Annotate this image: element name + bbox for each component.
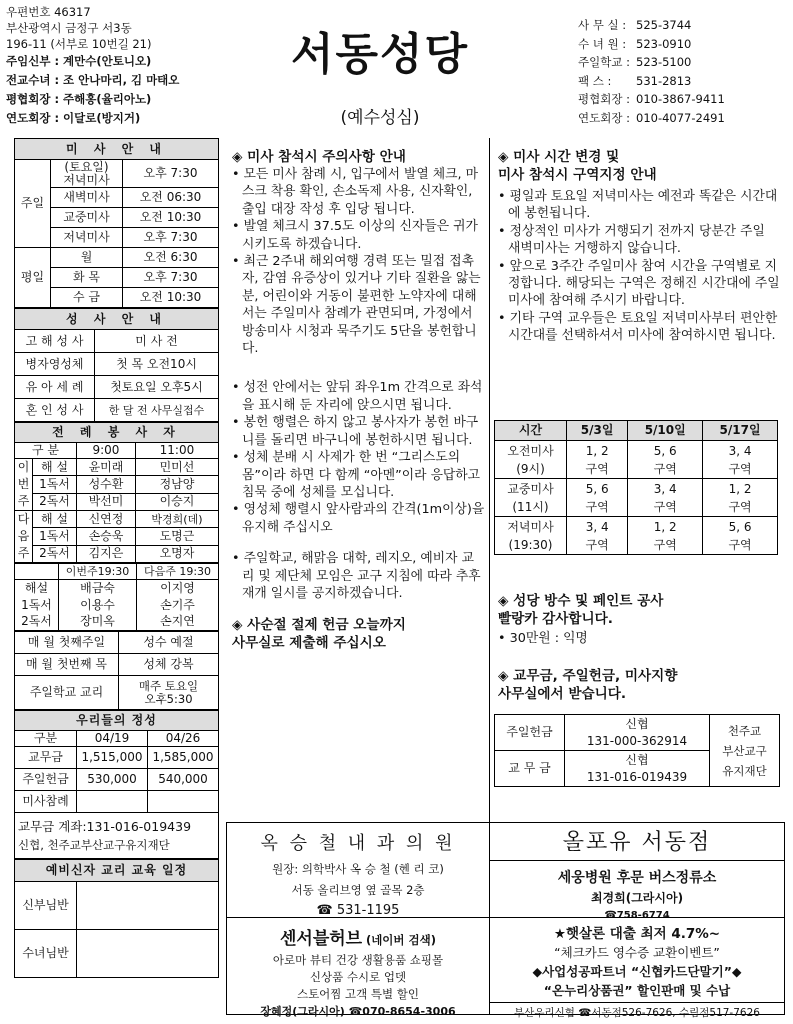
mass-name: 교중미사 bbox=[51, 208, 123, 228]
this-week-label: 이 번 주 bbox=[15, 459, 33, 511]
minister: 민미선 bbox=[135, 459, 218, 476]
herb-line: 아로마 뷰티 건강 생활용품 쇼핑몰 bbox=[272, 953, 444, 967]
sacrament-name: 유 아 세 례 bbox=[15, 376, 95, 399]
offering-head: 04/26 bbox=[148, 731, 219, 747]
col2-lower bbox=[498, 592, 780, 703]
staff-line: 전교수녀 : 조 안나마리, 김 마태오 bbox=[6, 73, 180, 87]
minister: 이지영 bbox=[137, 580, 219, 597]
next-week-label: 다 음 주 bbox=[15, 511, 33, 563]
mass-title: 미 사 안 내 bbox=[15, 139, 219, 160]
monthly-value: 매주 토요일 오후5:30 bbox=[119, 676, 219, 710]
zone-schedule bbox=[494, 420, 778, 555]
catechumen-table bbox=[14, 859, 219, 978]
sinhyup-line: ★햇살론 대출 최저 4.7%~ bbox=[553, 926, 721, 942]
zone-time: 교중미사 (11시) bbox=[495, 479, 567, 517]
clinic-address: 서동 올리브영 옆 골목 2층 bbox=[291, 883, 425, 897]
sinhyup-contact: 부산우리신협 ☎서동점526-7626, 수림점517-7626 bbox=[490, 1002, 784, 1020]
monthly-value: 성수 예절 bbox=[119, 632, 219, 654]
ministry-head: 11:00 bbox=[135, 443, 218, 459]
sacrament-table bbox=[14, 308, 219, 422]
address-line: 우편번호 46317 bbox=[6, 5, 91, 19]
offering-head: 04/19 bbox=[77, 731, 148, 747]
contact-value: 010-3867-9411 bbox=[636, 92, 725, 107]
zone-head: 5/17일 bbox=[703, 421, 778, 441]
notice-item: • 성전 안에서는 앞뒤 좌우1m 간격으로 좌석을 표시해 둔 자리에 앉으시면 됩니다. bbox=[232, 380, 483, 413]
contact-label: 사 무 실 : bbox=[578, 18, 627, 32]
offering-amount: 1,515,000 bbox=[77, 747, 148, 769]
monthly-value: 성체 강복 bbox=[119, 654, 219, 676]
account-box bbox=[494, 714, 780, 787]
contact-label: 수 녀 원 : bbox=[578, 36, 627, 51]
clinic-director: 원장: 의학박사 옥 승 철 (헨 리 코) bbox=[272, 862, 444, 876]
contact-value: 531-2813 bbox=[636, 73, 692, 88]
contact-value: 525-3744 bbox=[636, 18, 692, 32]
offering-amount bbox=[148, 791, 219, 813]
col1 bbox=[232, 148, 486, 652]
notice-item: • 기타 구역 교우들은 토요일 저녁미사부터 편안한 시간대를 선택하셔서 미사에 참여하시면 됩니다. bbox=[498, 310, 778, 344]
col2 bbox=[498, 148, 780, 345]
sacrament-title: 성 사 안 내 bbox=[15, 309, 219, 330]
minister: 손승욱 bbox=[77, 528, 136, 545]
notice-item: • 모든 미사 참례 시, 입구에서 발열 체크, 마스크 착용 확인, 손소독제 사용, 신자확인, 출입 대장 작성 후 입당 됩니다. bbox=[232, 167, 479, 217]
account-line: 교무금 계좌:131-016-019439 bbox=[18, 819, 192, 834]
ministry-table bbox=[14, 422, 219, 563]
sinhyup-line: “온누리상품권” 할인판매 및 수납 bbox=[543, 983, 731, 998]
minister: 박선미 bbox=[77, 493, 136, 510]
catechumen-title: 예비신자 교리 교육 일정 bbox=[15, 860, 219, 882]
evening-head: 이번주19:30 bbox=[59, 564, 137, 580]
account-no: 131-016-019439 bbox=[586, 769, 688, 784]
zone-cell: 3, 4 구역 bbox=[567, 517, 628, 555]
office-heading: ◈ 교무금, 주일헌금, 미사지향 사무실에서 받습니다. bbox=[498, 668, 678, 703]
sidebar bbox=[14, 138, 219, 978]
mass-name: 수 금 bbox=[51, 288, 123, 308]
offering-amount: 1,585,000 bbox=[148, 747, 219, 769]
offering-name: 교무금 bbox=[15, 747, 77, 769]
olpo-phone: ☎758-6774 bbox=[604, 910, 670, 921]
sacrament-name: 혼 인 성 사 bbox=[15, 399, 95, 422]
contact-value: 523-0910 bbox=[636, 36, 692, 51]
address-line: 196-11 (서부로 10번길 21) bbox=[6, 37, 152, 51]
mass-time: 오전 10:30 bbox=[123, 208, 219, 228]
olpo-location: 세웅병원 후문 버스정류소 bbox=[557, 870, 717, 886]
zone-cell: 5, 6 구역 bbox=[628, 441, 703, 479]
evening-head: 다음주 19:30 bbox=[137, 564, 219, 580]
staff-line: 주임신부 : 계만수(안토니오) bbox=[6, 54, 152, 68]
class-name: 신부님반 bbox=[15, 882, 77, 930]
address-line: 부산광역시 금정구 서3동 bbox=[6, 21, 132, 35]
col1-heading: ◈ 미사 참석시 주의사항 안내 bbox=[232, 149, 406, 165]
olpo-ad bbox=[489, 822, 785, 921]
contact-label: 평협회장 : bbox=[578, 92, 630, 107]
ministry-head: 구 분 bbox=[15, 443, 77, 459]
monthly-table bbox=[14, 631, 219, 710]
contact-label: 주일학교 : bbox=[578, 55, 630, 70]
minister: 도명근 bbox=[135, 528, 218, 545]
parish-info bbox=[6, 4, 242, 128]
sinhyup-line: “체크카드 영수증 교환이벤트” bbox=[554, 945, 720, 960]
zone-head: 시간 bbox=[495, 421, 567, 441]
staff-line: 연도회장 : 이달로(방지거) bbox=[6, 111, 141, 125]
mass-time: 오전 6:30 bbox=[123, 248, 219, 268]
notice-item: • 앞으로 3주간 주일미사 참여 시간을 구역별로 지정합니다. 해당되는 구역은 정해진 시간대에 주일미사에 참여해 주시기 바랍니다. bbox=[498, 258, 780, 309]
mass-time: 오후 7:30 bbox=[123, 268, 219, 288]
sacrament-time: 미 사 전 bbox=[95, 330, 219, 353]
zone-head: 5/3일 bbox=[567, 421, 628, 441]
mass-name: 새벽미사 bbox=[51, 188, 123, 208]
notice-item: • 발열 체크시 37.5도 이상의 신자들은 귀가 시키도록 하겠습니다. bbox=[232, 219, 478, 252]
zone-cell: 3, 4 구역 bbox=[628, 479, 703, 517]
zone-cell: 5, 6 구역 bbox=[567, 479, 628, 517]
parish-subtitle: (예수성심) bbox=[340, 108, 420, 128]
offering-amount: 540,000 bbox=[148, 769, 219, 791]
mass-table bbox=[14, 138, 219, 308]
herb-contact: 장혜정(그라시아) ☎070-8654-3006 bbox=[260, 1005, 456, 1018]
notice-item: • 영성체 행렬시 앞사람과의 간격(1m이상)을 유지해 주십시오 bbox=[232, 502, 485, 535]
mass-time: 오후 7:30 bbox=[123, 228, 219, 248]
role: 2독서 bbox=[33, 545, 77, 562]
minister: 성수환 bbox=[77, 476, 136, 493]
zone-cell: 1, 2 구역 bbox=[628, 517, 703, 555]
minister: 배금숙 bbox=[59, 580, 137, 597]
minister: 이승지 bbox=[135, 493, 218, 510]
offering-name: 미사참례 bbox=[15, 791, 77, 813]
role: 해 설 bbox=[33, 459, 77, 476]
minister: 장미옥 bbox=[59, 614, 137, 631]
account-table bbox=[494, 714, 780, 787]
donation-line: • 30만원 : 익명 bbox=[498, 631, 588, 646]
col2-heading: ◈ 미사 시간 변경 및 미사 참석시 구역지정 안내 bbox=[498, 149, 657, 183]
lent-notice: ◈ 사순절 절제 헌금 오늘까지 사무실로 제출해 주십시오 bbox=[232, 617, 406, 652]
mass-name: 저녁미사 bbox=[51, 228, 123, 248]
mass-time: 오전 10:30 bbox=[123, 288, 219, 308]
monthly-name: 매 월 첫째주일 bbox=[15, 632, 119, 654]
mass-name: (토요일) 저녁미사 bbox=[51, 160, 123, 188]
role: 해설 bbox=[15, 580, 59, 597]
zone-head: 5/10일 bbox=[628, 421, 703, 441]
herb-tag: (네이버 검색) bbox=[365, 933, 436, 947]
weekday-label: 평일 bbox=[15, 248, 51, 308]
account-type: 주일헌금 bbox=[495, 715, 565, 751]
repair-heading: ◈ 성당 방수 및 페인트 공사 빨랑카 감사합니다. bbox=[498, 593, 664, 627]
account-note bbox=[14, 813, 219, 859]
minister: 김지은 bbox=[77, 545, 136, 562]
zone-time: 저녁미사 (19:30) bbox=[495, 517, 567, 555]
clinic-phone: ☎ 531-1195 bbox=[316, 903, 400, 918]
offering-table bbox=[14, 710, 219, 813]
account-no: 131-000-362914 bbox=[586, 733, 688, 748]
monthly-name: 매 월 첫번째 목 bbox=[15, 654, 119, 676]
minister: 오명자 bbox=[135, 545, 218, 562]
sinhyup-ad bbox=[489, 917, 785, 1019]
contact-value: 010-4077-2491 bbox=[636, 110, 725, 125]
contact-label: 팩 스 : bbox=[578, 73, 612, 88]
role: 2독서 bbox=[33, 493, 77, 510]
account-number bbox=[565, 715, 710, 751]
sacrament-time: 첫 목 오전10시 bbox=[95, 353, 219, 376]
olpo-name: 올포유 서동점 bbox=[490, 825, 784, 861]
ministry-title: 전 례 봉 사 자 bbox=[15, 423, 219, 443]
mass-time: 오전 06:30 bbox=[123, 188, 219, 208]
offering-head: 구분 bbox=[15, 731, 77, 747]
account-type: 교 무 금 bbox=[495, 751, 565, 787]
zone-cell: 1, 2 구역 bbox=[703, 479, 778, 517]
parish-title: 서동성당 bbox=[290, 29, 469, 80]
role: 1독서 bbox=[15, 597, 59, 614]
contact-label: 연도회장 : bbox=[578, 110, 630, 125]
sacrament-time: 첫토요일 오후5시 bbox=[95, 376, 219, 399]
sacrament-name: 병자영성체 bbox=[15, 353, 95, 376]
notice-item: • 주일학교, 해맑음 대학, 레지오, 예비자 교리 및 제단체 모임은 교구 지침에 따라 추후 재개 일시를 공지하겠습니다. bbox=[232, 551, 481, 601]
herb-line: 신상품 수시로 업뎃 bbox=[309, 970, 407, 984]
role: 해 설 bbox=[33, 511, 77, 528]
clinic-ad bbox=[226, 822, 490, 918]
evening-ministry-table bbox=[14, 563, 219, 631]
contact-value: 523-5100 bbox=[636, 55, 692, 70]
role: 1독서 bbox=[33, 476, 77, 493]
notice-item: • 최근 2주내 해외여행 경력 또는 밀접 접촉자, 감염 유증상이 있거나 기타 질환을 앓는 분, 어린이와 거동이 불편한 노약자에 대해서는 주일미사 참례가 관면되며, 가정에서 방송미사 시청과 묵주기도 5단을 봉헌합니다. bbox=[232, 254, 481, 357]
offering-name: 주일헌금 bbox=[15, 769, 77, 791]
zone-time: 오전미사 (9시) bbox=[495, 441, 567, 479]
sacrament-name: 고 해 성 사 bbox=[15, 330, 95, 353]
clinic-name: 옥 승 철 내 과 의 원 bbox=[260, 833, 456, 854]
notice-item: • 평일과 토요일 저녁미사는 예전과 똑같은 시간대에 봉헌됩니다. bbox=[498, 189, 778, 222]
account-owner: 천주교 부산교구 유지재단 bbox=[710, 715, 780, 787]
minister: 박경희(데) bbox=[135, 511, 218, 528]
minister: 손지연 bbox=[137, 614, 219, 631]
zone-table bbox=[494, 420, 778, 555]
mass-time: 오후 7:30 bbox=[123, 160, 219, 188]
offering-amount bbox=[77, 791, 148, 813]
minister: 신연정 bbox=[77, 511, 136, 528]
herb-name: 센서블허브 bbox=[279, 929, 363, 949]
account-line: 신협, 천주교부산교구유지재단 bbox=[18, 838, 170, 852]
herb-ad bbox=[226, 917, 490, 1018]
zone-cell: 1, 2 구역 bbox=[567, 441, 628, 479]
staff-line: 평협회장 : 주해홍(율리아노) bbox=[6, 92, 152, 106]
sinhyup-line: ◆사업성공파트너 “신협카드단말기”◆ bbox=[532, 964, 742, 979]
offering-amount: 530,000 bbox=[77, 769, 148, 791]
account-number bbox=[565, 751, 710, 787]
contact-list bbox=[578, 16, 790, 128]
offering-title: 우리들의 정성 bbox=[15, 711, 219, 731]
zone-cell: 5, 6 구역 bbox=[703, 517, 778, 555]
role: 1독서 bbox=[33, 528, 77, 545]
bank-name: 신협 bbox=[625, 716, 649, 731]
notice-item: • 정상적인 미사가 거행되기 전까지 당분간 주일 새벽미사는 거행하지 않습니다. bbox=[498, 223, 765, 257]
minister: 손기주 bbox=[137, 597, 219, 614]
ministry-head: 9:00 bbox=[77, 443, 136, 459]
olpo-owner: 최경희(그라시아) bbox=[590, 891, 684, 905]
minister: 이용수 bbox=[59, 597, 137, 614]
minister: 윤미래 bbox=[77, 459, 136, 476]
monthly-name: 주일학교 교리 bbox=[15, 676, 119, 710]
bank-name: 신협 bbox=[625, 752, 649, 767]
sacrament-time: 한 달 전 사무실접수 bbox=[95, 399, 219, 422]
herb-line: 스토어찜 고객 특별 할인 bbox=[296, 987, 420, 1001]
role: 2독서 bbox=[15, 614, 59, 631]
class-name: 수녀님반 bbox=[15, 930, 77, 978]
sunday-label: 주일 bbox=[15, 160, 51, 248]
minister: 정남양 bbox=[135, 476, 218, 493]
notice-item: • 봉헌 행렬은 하지 않고 봉사자가 봉헌 바구니를 돌리면 바구니에 봉헌하시면 됩니다. bbox=[232, 415, 479, 448]
zone-cell: 3, 4 구역 bbox=[703, 441, 778, 479]
mass-name: 화 목 bbox=[51, 268, 123, 288]
mass-name: 월 bbox=[51, 248, 123, 268]
notice-item: • 성체 분배 시 사제가 한 번 “그리스도의 몸”이라 하면 다 함께 “아멘”이라 응답하고 침묵 중에 성체를 모십니다. bbox=[232, 450, 481, 500]
